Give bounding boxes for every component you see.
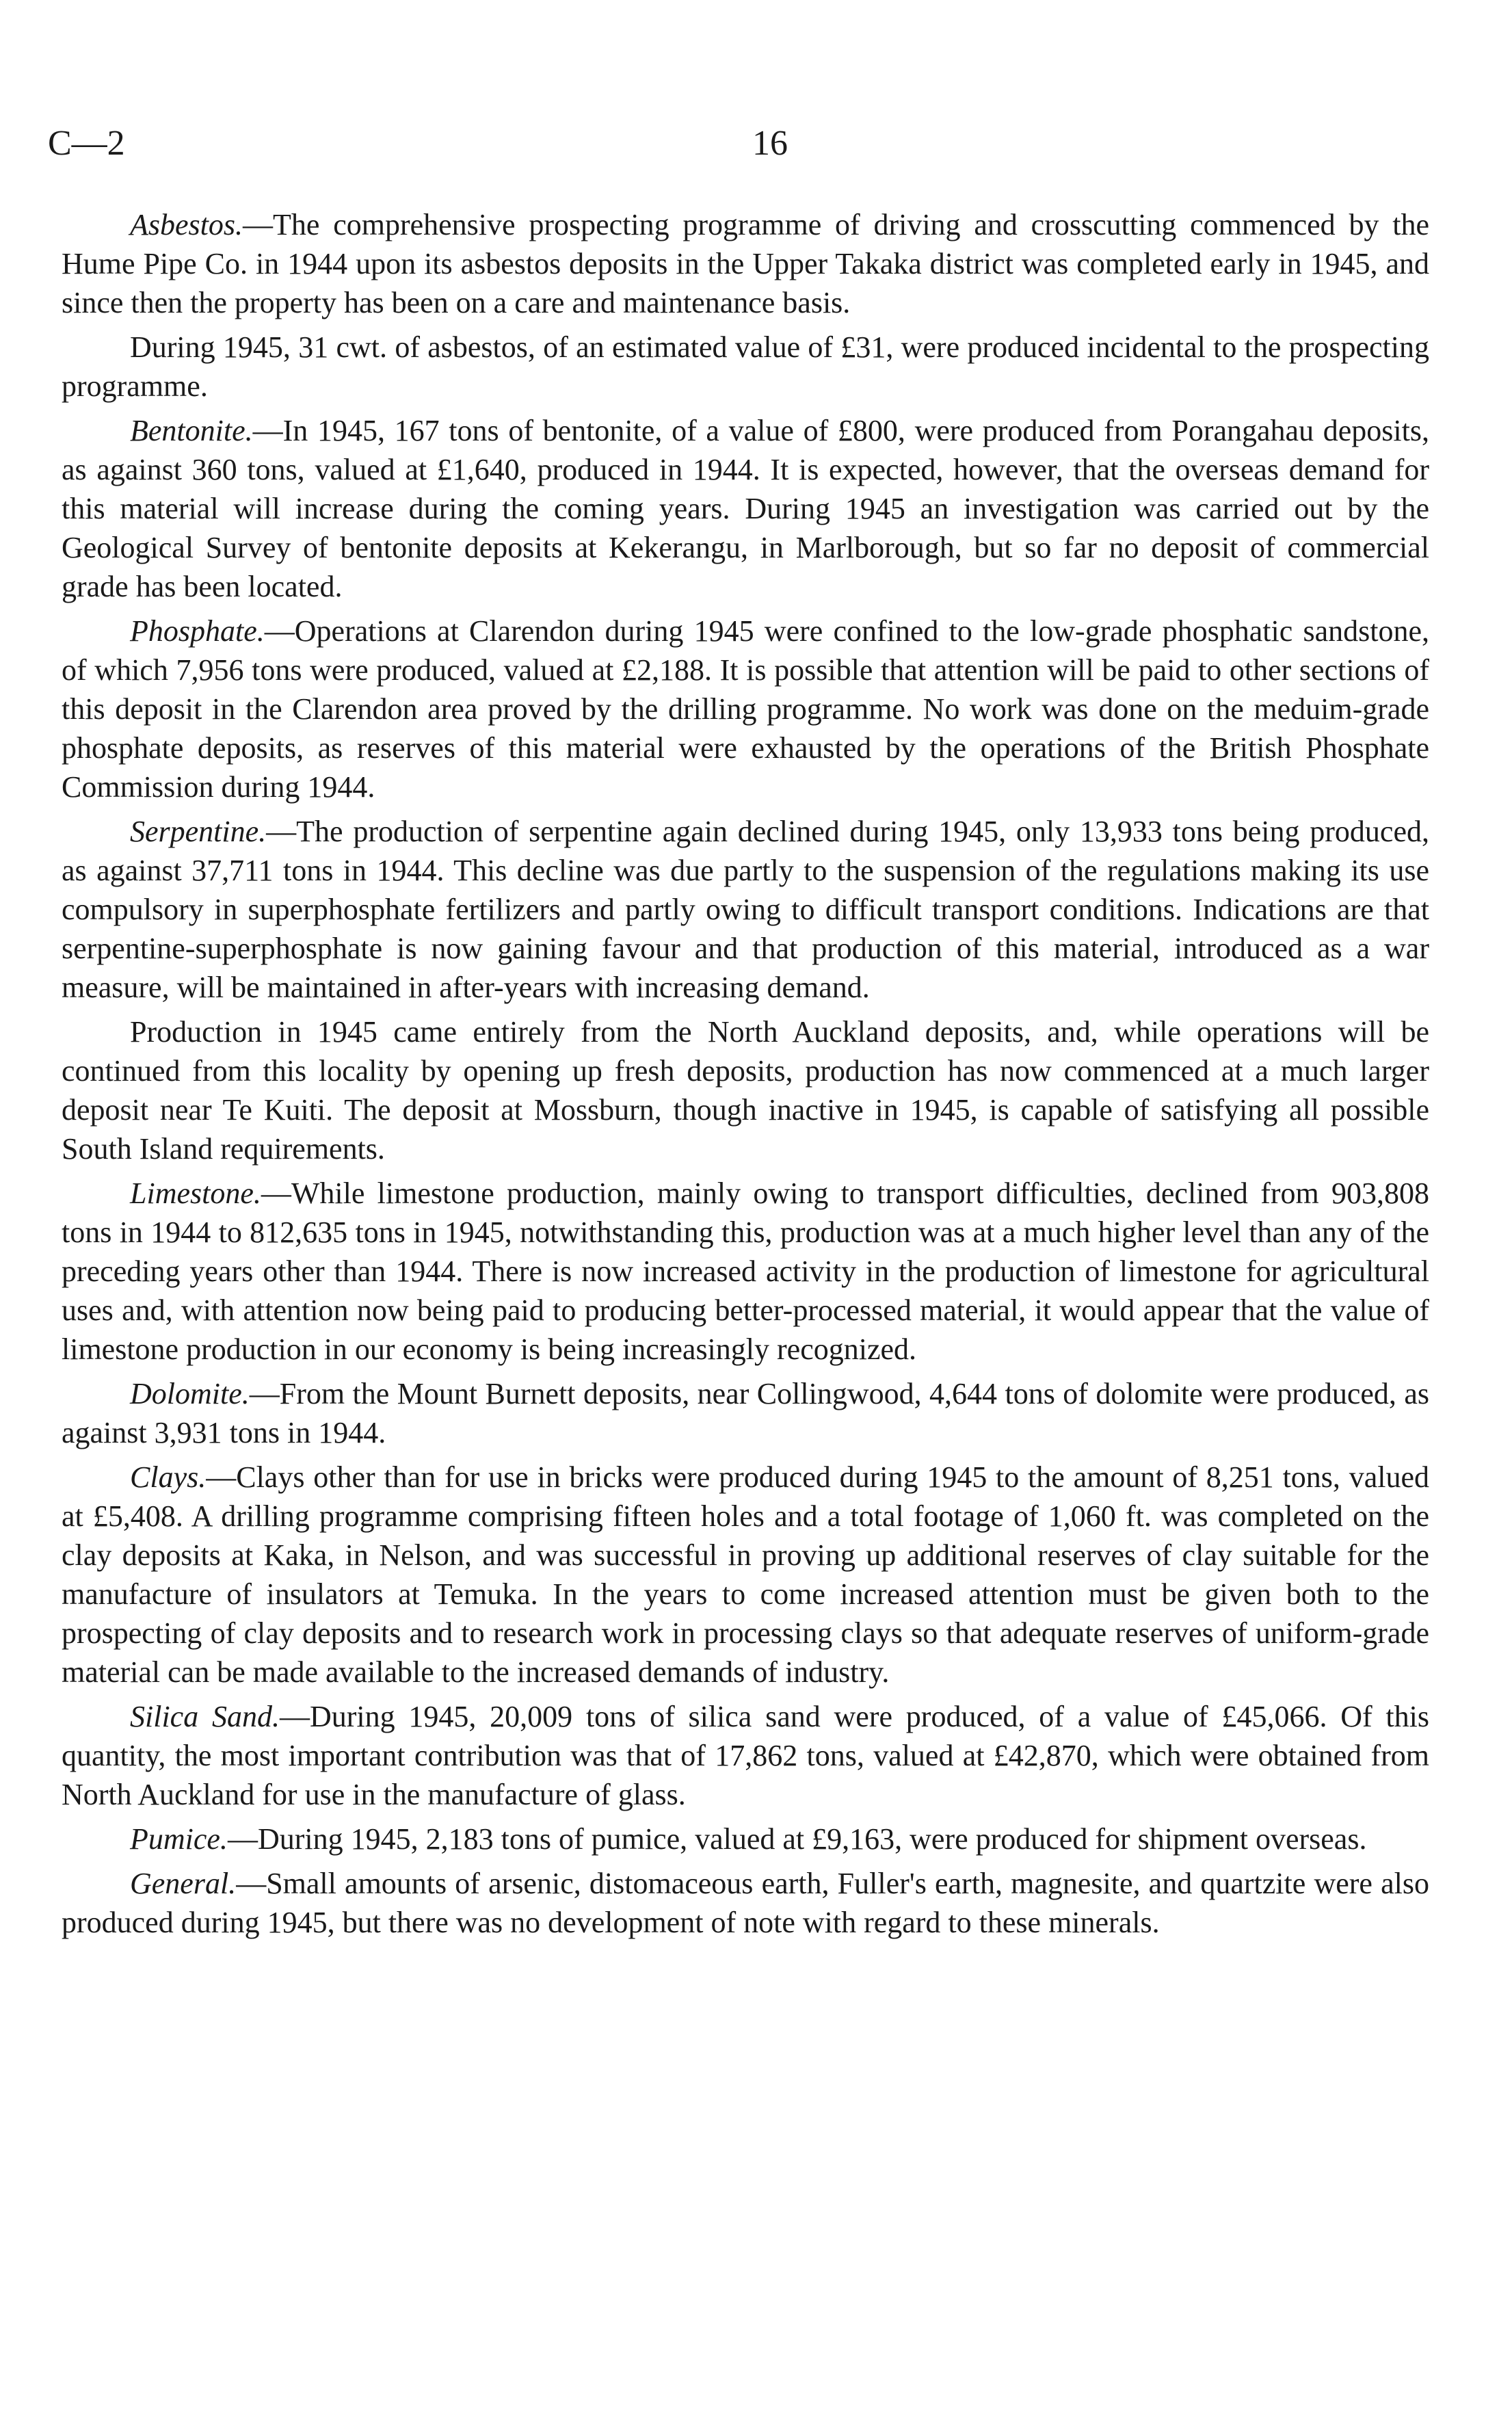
paragraph-silica-sand: [62, 1697, 1429, 1814]
paragraph-text: Production in 1945 came entirely from the North Auckland deposits, and, while operations will be continued from this locality by opening up fresh deposits, production has now commenced at a much larger deposit near Te Kuiti. The deposit at Mossburn, though inactive in 1945, is capable of satisfying all possible South Island requirements.: [62, 1015, 1429, 1166]
section-heading-asbestos: Asbestos.: [130, 208, 243, 241]
paragraph-serpentine-production: [62, 1012, 1429, 1168]
section-heading-serpentine: Serpentine.: [130, 815, 267, 848]
paragraph-text: —From the Mount Burnett deposits, near Collingwood, 4,644 tons of dolomite were produced, as against 3,931 tons in 1944.: [62, 1377, 1429, 1449]
paragraph-limestone: [62, 1174, 1429, 1369]
paragraph-bentonite: [62, 411, 1429, 606]
page-header: [48, 116, 1443, 171]
paragraph-dolomite: [62, 1374, 1429, 1452]
paragraph-general: [62, 1864, 1429, 1942]
paragraph-text: —Operations at Clarendon during 1945 were confined to the low-grade phosphatic sandstone, of which 7,956 tons were produced, valued at £2,188. It is possible that attention will be paid to other sections of this deposit in the Clarendon area proved by the drilling programme. No work was done on the meduim-grade phosphate deposits, as reserves of this material were exhausted by the operations of the British Phosphate Commission during 1944.: [62, 614, 1429, 804]
paragraph-pumice: [62, 1819, 1429, 1858]
paragraph-text: —During 1945, 2,183 tons of pumice, valued at £9,163, were produced for shipment overseas.: [227, 1822, 1367, 1856]
paragraph-text: —While limestone production, mainly owing to transport difficulties, declined from 903,808 tons in 1944 to 812,635 tons in 1945, notwithstanding this, production was at a much higher level than any of the preceding years other than 1944. There is now increased activity in the production of limestone for agricultural uses and, with attention now being paid to producing better-processed material, it would appear that the value of limestone production in our economy is being increasingly recognized.: [62, 1177, 1429, 1366]
paragraph-serpentine: [62, 812, 1429, 1007]
section-heading-limestone: Limestone.: [130, 1177, 261, 1210]
body-text: [62, 205, 1429, 1947]
section-heading-dolomite: Dolomite.: [130, 1377, 250, 1410]
paragraph-text: During 1945, 31 cwt. of asbestos, of an estimated value of £31, were produced incidental to the prospecting programme.: [62, 330, 1429, 403]
paragraph-text: —Clays other than for use in bricks were produced during 1945 to the amount of 8,251 tons, valued at £5,408. A drilling programme comprising fifteen holes and a total footage of 1,060 ft. was completed on the clay deposits at Kaka, in Nelson, and was successful in proving up additional reserves of clay suitable for the manufacture of insulators at Temuka. In the years to come increased attention must be given both to the prospecting of clay deposits and to research work in processing clays so that adequate reserves of uniform-grade material can be made available to the increased demands of industry.: [62, 1460, 1429, 1689]
paragraph-text: —The comprehensive prospecting programme of driving and crosscutting commenced by the Hume Pipe Co. in 1944 upon its asbestos deposits in the Upper Takaka district was completed early in 1945, and since then the property has been on a care and maintenance basis.: [62, 208, 1429, 319]
page-number: 16: [752, 124, 788, 163]
paragraph-clays: [62, 1458, 1429, 1692]
paragraph-text: —In 1945, 167 tons of bentonite, of a value of £800, were produced from Porangahau deposits, as against 360 tons, valued at £1,640, produced in 1944. It is expected, however, that the overseas demand for this material will increase during the coming years. During 1945 an investigation was carried out by the Geological Survey of bentonite deposits at Kekerangu, in Marlborough, but so far no deposit of commercial grade has been located.: [62, 414, 1429, 603]
section-heading-phosphate: Phosphate.: [130, 614, 265, 648]
section-heading-clays: Clays.: [130, 1460, 207, 1494]
paragraph-text: —The production of serpentine again declined during 1945, only 13,933 tons being produced, as against 37,711 tons in 1944. This decline was due partly to the suspension of the regulations making its use compulsory in superphosphate fertilizers and partly owing to difficult transport conditions. Indications are that serpentine-superphosphate is now gaining favour and that production of this material, introduced as a war measure, will be maintained in after-years with increasing demand.: [62, 815, 1429, 1004]
paragraph-asbestos-production: [62, 328, 1429, 406]
section-heading-pumice: Pumice.: [130, 1822, 228, 1856]
paragraph-text: —During 1945, 20,009 tons of silica sand were produced, of a value of £45,066. Of this quantity, the most important contribution was that of 17,862 tons, valued at £42,870, which were obtained from North Auckland for use in the manufacture of glass.: [62, 1700, 1430, 1811]
paragraph-text: —Small amounts of arsenic, distomaceous earth, Fuller's earth, magnesite, and quartzite were also produced during 1945, but there was no development of note with regard to these minerals.: [62, 1867, 1429, 1939]
paragraph-phosphate: [62, 612, 1429, 806]
section-heading-bentonite: Bentonite.: [130, 414, 253, 447]
section-heading-silica-sand: Silica Sand.: [130, 1700, 280, 1733]
paragraph-asbestos: [62, 205, 1429, 322]
section-heading-general: General.: [130, 1867, 237, 1900]
document-code: C—2: [48, 124, 125, 163]
